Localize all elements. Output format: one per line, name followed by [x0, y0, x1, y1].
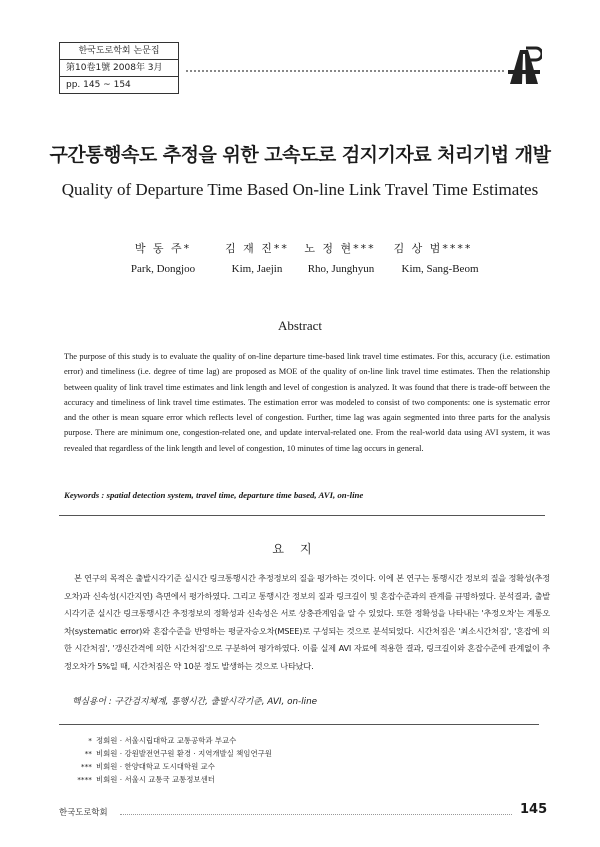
footnote-mark: ****: [77, 775, 92, 784]
footnote-mark: ***: [80, 762, 92, 771]
footer-dotted-line: [120, 814, 512, 815]
author-3-en: Rho, Junghyun: [307, 263, 375, 275]
journal-name: 한국도로학회 논문집: [60, 43, 178, 60]
title-english: Quality of Departure Time Based On-line Link Travel Time Estimates: [61, 180, 539, 199]
header-dotted-line: [186, 70, 504, 72]
journal-info-box: [59, 42, 179, 94]
author-2-ko: 김 재 진**: [225, 242, 289, 255]
footnote-mark: **: [84, 749, 92, 758]
keywords-korean: 핵심용어 : 구간검지체계, 통행시간, 출발시각기준, AVI, on-line: [72, 697, 318, 707]
footnote-text: 비회원 · 서울시 교통국 교통정보센터: [96, 775, 215, 784]
author-4-en: Kim, Sang-Beom: [401, 263, 479, 275]
footnotes: [62, 734, 542, 786]
footnote: [62, 747, 542, 760]
footnote: [62, 734, 542, 747]
journal-pages: pp. 145 ~ 154: [66, 80, 131, 90]
road-logo-icon: [506, 44, 542, 84]
title-korean: 구간통행속도 추정을 위한 고속도로 검지기자료 처리기법 개발: [49, 144, 551, 166]
author-1-ko: 박 동 주*: [134, 242, 192, 255]
author-3-ko: 노 정 현***: [304, 242, 376, 255]
yoji-text: 본 연구의 목적은 출발시각기준 실시간 링크통행시간 추정정보의 질을 평가하는 것이다. 이에 본 연구는 통행시간 정보의 질을 정확성(추정오차)과 신속성(시간지연) 측면에서 평가하였다. 그리고 통행시간 정보의 질과 링크길이 및 혼잡수준과의 관계를 규명하였다. 분석결과, 출발시각기준 실시간 링크통행시간 추정정보의 정확성과 신속성은 서로 상충관계임을 알 수 있었다. 또한 정확성을 나타내는 '추정오차'는 계통오차(systematic error)와 혼잡수준을 반영하는 평균자승오차(MSEE)로 구성되는 것으로 분석되었다. 시간처짐은 '최소시간처짐', '혼잡에 의한 시간처짐', '갱신간격에 의한 시간처짐'으로 구분하여 평가하였다. 이를 실제 AVI 자료에 적용한 결과, 링크길이와 혼잡수준에 관계없이 추정오차가 5%일 때, 시간처짐은 약 10분 정도 발생하는 것으로 나타났다.: [64, 573, 550, 671]
abstract-text: The purpose of this study is to evaluate the quality of on-line departure time-based link travel time estimates. For this, accuracy (i.e. estimation error) and timeliness (i.e. degree of time lag) are proposed as MOE of the quality of on-line link travel time estimates. Then the relationship between quality of link travel time estimates and link length and level of congestion is analyzed. It was found that there is trade-off between the accuracy and timeliness of link travel time estimates. The estimation error was modeled to consist of two components: one is systematic error and the other is mean square error which reflects level of congestion. Further, time lag was again segmented into three parts for the analysis purpose. There are minimum one, congestion-related one, and update interval-related one. From the real-world data using AVI system, it was revealed that regardless of the link length and level of congestion, 10 minutes of time lag occurs in general.: [64, 352, 550, 453]
footnote: [62, 760, 542, 773]
footnote-divider: [59, 724, 539, 725]
author-4-ko: 김 상 범****: [393, 242, 473, 255]
page-number: 145: [520, 802, 548, 817]
footnote-text: 비회원 · 한양대학교 도시대학원 교수: [96, 762, 215, 771]
footnote-mark: *: [88, 736, 92, 745]
footnote-text: 정회원 · 서울시립대학교 교통공학과 부교수: [96, 736, 237, 745]
keywords-english: Keywords : spatial detection system, travel time, departure time based, AVI, on-line: [64, 490, 364, 500]
yoji-heading: 요지: [272, 542, 328, 556]
abstract-heading: Abstract: [277, 318, 323, 333]
footer-society: 한국도로학회: [59, 807, 108, 817]
author-1-en: Park, Dongjoo: [130, 263, 196, 275]
footnote-text: 비회원 · 강원발전연구원 환경 · 지역개발실 책임연구원: [96, 749, 272, 758]
footnote: [62, 773, 542, 786]
author-2-en: Kim, Jaejin: [231, 263, 283, 275]
journal-issue: 第10卷1號 2008年 3月: [60, 60, 178, 77]
section-divider: [59, 515, 545, 516]
